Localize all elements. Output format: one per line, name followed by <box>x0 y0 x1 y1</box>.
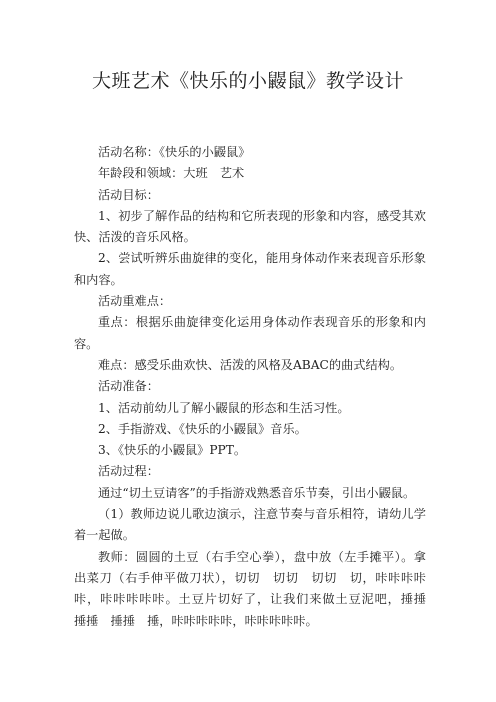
paragraph-preparation-2: 2、手指游戏、《快乐的小鼹鼠》音乐。 <box>98 421 307 436</box>
paragraph-activity-name: 活动名称：《快乐的小鼹鼠》 <box>98 145 251 159</box>
paragraph-preparation-1: 1、活动前幼儿了解小鼹鼠的形态和生活习性。 <box>98 400 350 415</box>
heading-process: 活动过程： <box>98 464 159 479</box>
paragraph-process-intro: 通过“切土豆请客”的手指游戏熟悉音乐节奏，引出小鼹鼠。 <box>98 485 416 500</box>
paragraph-process-step-1: （1）教师边说儿歌边演示，注意节奏与音乐相符，请幼儿学着一起做。 <box>74 507 426 543</box>
paragraph-goal-2: 2、尝试听辨乐曲旋律的变化，能用身体动作来表现音乐形象和内容。 <box>74 251 426 287</box>
document-title: 大班艺术《快乐的小鼹鼠》教学设计 <box>91 70 404 92</box>
heading-activity-goals: 活动目标： <box>98 187 159 202</box>
heading-key-points: 活动重难点： <box>98 294 172 309</box>
document-body <box>74 142 439 632</box>
paragraph-key-point: 重点：根据乐曲旋律变化运用身体动作表现音乐的形象和内容。 <box>74 315 426 351</box>
heading-preparation: 活动准备： <box>98 379 159 394</box>
paragraph-difficulty: 难点：感受乐曲欢快、活泼的风格及ABAC的曲式结构。 <box>98 357 403 372</box>
paragraph-goal-1: 1、初步了解作品的结构和它所表现的形象和内容，感受其欢快、活泼的音乐风格。 <box>74 208 426 245</box>
paragraph-age-domain: 年龄段和领域：大班 艺术 <box>98 166 245 181</box>
paragraph-preparation-3: 3、《快乐的小鼹鼠》PPT。 <box>98 443 247 458</box>
paragraph-teacher-script: 教师：圆圆的土豆（右手空心拳），盘中放（左手摊平）。拿出菜刀（右手伸平做刀状），切切 切切 切切 切，咔咔咔咔咔，咔咔咔咔咔。土豆片切好了，让我们来做土豆泥吧，捶捶 捶捶 捶捶 捶，咔咔咔咔咔，咔咔咔咔咔。 <box>74 549 439 628</box>
